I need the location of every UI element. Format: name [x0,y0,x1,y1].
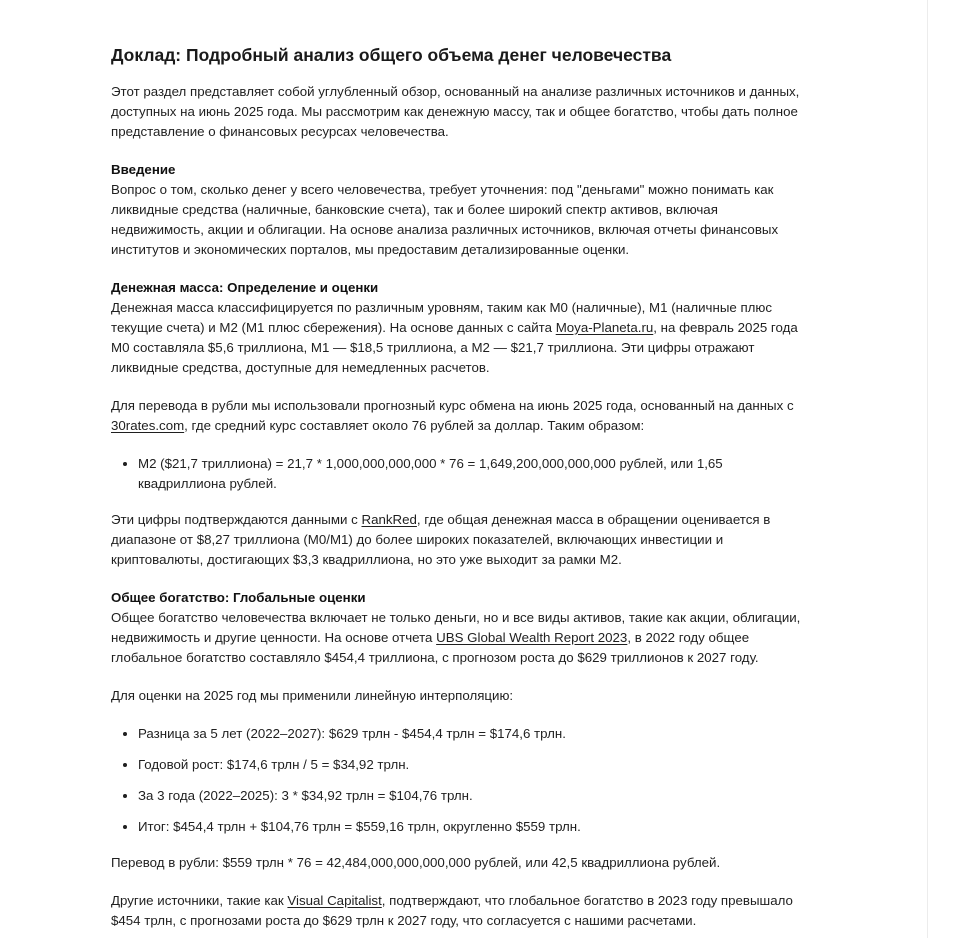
text-span: Общее богатство человечества включает не только деньги, но и все виды активов, такие как акции, облигации, недвижимость и другие ценности. На основе отчета [111,610,801,645]
text-span: Денежная масса классифицируется по различным уровням, таким как M0 (наличные), M1 (наличные плюс текущие счета) и M2 (M1 плюс сбережения). На основе данных с сайта [111,300,773,335]
30rates-link[interactable]: 30rates.com [111,418,185,433]
m2-conversion-list [111,454,811,494]
section-money-supply [111,278,811,378]
section-title-money-supply: Денежная масса: Определение и оценки [111,280,379,295]
text-span: , в 2022 году общее глобальное богатство составляло $454,4 триллиона, с прогнозом роста до $629 триллионов к 2027 году. [111,630,759,665]
text-span: , на февраль 2025 года M0 составляла $5,6 триллиона, M1 — $18,5 триллиона, а M2 — $21,7 триллиона. Эти цифры отражают ликвидные средства, доступные для немедленных расчетов. [111,320,798,375]
list-item: • M2 ($21,7 триллиона) = 21,7 * 1,000,000,000,000 * 76 = 1,649,200,000,000,000 рублей, или 1,65 квадриллиона рублей. [138,454,811,494]
page-title: Доклад: Подробный анализ общего объема денег человечества [111,45,672,65]
list-item: • За 3 года (2022–2025): 3 * $34,92 трлн = $104,76 трлн. [138,786,811,806]
text-span: Другие источники, такие как [111,893,288,908]
total-wealth-paragraph [111,608,811,668]
intro-paragraph: Этот раздел представляет собой углубленный обзор, основанный на анализе различных источников и данных, доступных на июнь 2025 года. Мы рассмотрим как денежную массу, так и общее богатство, чтобы дать полное представление о финансовых ресурсах человечества. [111,84,800,139]
text-span: Для перевода в рубли мы использовали прогнозный курс обмена на июнь 2025 года, основанный на данных с [111,398,794,413]
visual-capitalist-link[interactable]: Visual Capitalist [287,893,382,908]
scrollbar-track[interactable] [927,0,928,938]
interpolation-steps-list [111,724,811,837]
section-title-total-wealth: Общее богатство: Глобальные оценки [111,590,366,605]
ubs-report-link[interactable]: UBS Global Wealth Report 2023 [436,630,628,645]
money-supply-paragraph [111,298,811,378]
report-document [111,42,811,938]
text-span: Эти цифры подтверждаются данными с [111,512,362,527]
introduction-paragraph: Вопрос о том, сколько денег у всего человечества, требует уточнения: под "деньгами" можно понимать как ликвидные средства (наличные, банковские счета), так и более широкий спектр активов, включая недвижимость, акции и облигации. На основе анализа различных источников, включая отчеты финансовых институтов и экономических порталов, мы предоставим детализированные оценки. [111,182,779,257]
text-span: , где средний курс составляет около 76 рублей за доллар. Таким образом: [184,418,645,433]
ruble-conversion-paragraph: Перевод в рубли: $559 трлн * 76 = 42,484,000,000,000,000 рублей, или 42,5 квадриллиона рублей. [111,855,721,870]
confirmation-paragraph [111,510,811,570]
section-introduction [111,160,811,260]
text-span: , где общая денежная масса в обращении оценивается в диапазоне от $8,27 триллиона (M0/M1) до более широких показателей, включающих инвестиции и криптовалюты, достигающих $3,3 квадриллиона, но это уже выходит за рамки M2. [111,512,771,567]
moya-planeta-link[interactable]: Moya-Planeta.ru [555,320,654,335]
other-sources-paragraph [111,891,811,931]
rankred-link[interactable]: RankRed [361,512,417,527]
interpolation-paragraph: Для оценки на 2025 год мы применили линейную интерполяцию: [111,688,514,703]
section-title-introduction: Введение [111,162,176,177]
list-item: • Годовой рост: $174,6 трлн / 5 = $34,92 трлн. [138,755,811,775]
text-span: , подтверждают, что глобальное богатство в 2023 году превышало $454 трлн, с прогнозами роста до $629 трлн к 2027 году, что согласуется с нашими расчетами. [111,893,793,928]
list-item: • Итог: $454,4 трлн + $104,76 трлн = $559,16 трлн, округленно $559 трлн. [138,817,811,837]
list-item: • Разница за 5 лет (2022–2027): $629 трлн - $454,4 трлн = $174,6 трлн. [138,724,811,744]
exchange-rate-paragraph [111,396,811,436]
section-total-wealth [111,588,811,668]
